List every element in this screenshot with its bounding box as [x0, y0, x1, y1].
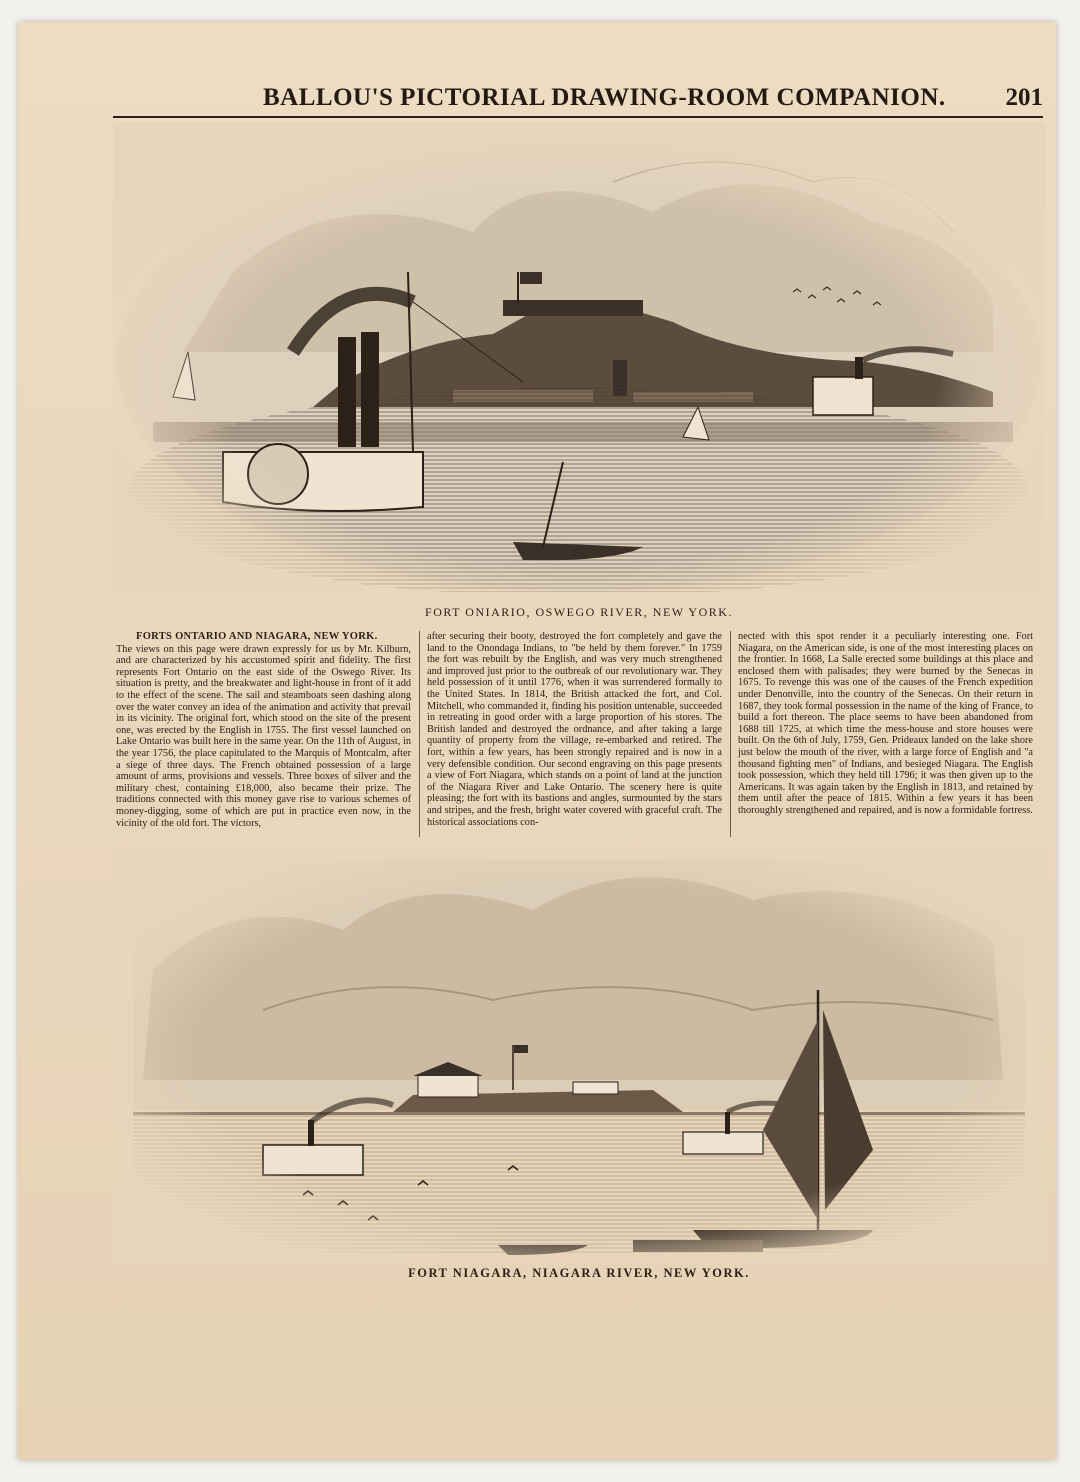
masthead: [113, 80, 1043, 118]
article-heading: FORTS ONTARIO AND NIAGARA, NEW YORK.: [136, 631, 378, 642]
publication-title: BALLOU'S PICTORIAL DRAWING-ROOM COMPANION.: [263, 84, 946, 111]
article-text-column-2: after securing their booty, destroyed the fort completely and gave the land to the Onondaga Indians, to "be held by them forever." In 1759 the fort was rebuilt by the English, and was very much strengthened and improved just prior to the outbreak of our revolutionary war. They held possession of it until 1776, when it was surrendered formally to the United States. In 1814, the British attacked the fort, and Col. Mitchell, who commanded it, finding his position untenable, succeeded in retreating in good order with a large proportion of his stores. The British landed and destroyed the ordnance, and after taking a large quantity of property from the village, re-embarked and retired. The fort, within a few years, has been strongly repaired and is now in a very defensible condition. Our second engraving on this page presents a view of Fort Niagara, which stands on a point of land at the junction of the Niagara River and Lake Ontario. The scenery here is quite pleasing; the fort with its bastions and angles, surmounted by the stars and stripes, and the fresh, bright water covered with graceful craft. The historical associations con-: [427, 631, 722, 828]
newspaper-page: [18, 22, 1056, 1460]
fort-niagara-caption: FORT NIAGARA, NIAGARA RIVER, NEW YORK.: [408, 1266, 750, 1280]
article-text-column-3: nected with this spot render it a peculiarly interesting one. Fort Niagara, on the American side, is one of the most interesting places on the frontier. In 1668, La Salle erected some buildings at this place and enclosed them with palisades; they were burned by the Senecas in 1675. To revenge this was one of the causes of the French expedition under Denonville, into the country of the Senecas. On their return in 1687, they took formal possession in the name of the king of France, to build a fort thereon. The place seems to have been abandoned from 1688 till 1725, at which time the mess-house and store houses were built. On the 6th of July, 1759, Gen. Prideaux landed on the lake shore just below the mouth of the river, with a large force of English and "a thousand fighting men" of Indians, and besieged Niagara. The English took possession, which they held till 1796; it was then given up to the Americans. It was again taken by the English in 1813, and retained by them until after the peace of 1815. Within a few years it has been thoroughly strengthened and repaired, and is now a formidable fortress.: [738, 631, 1033, 816]
article: [116, 631, 1044, 845]
fort-ontario-engraving: [113, 122, 1045, 592]
fort-niagara-engraving: [113, 850, 1045, 1260]
article-text-column-1: The views on this page were drawn expressly for us by Mr. Kilburn, and are characterized by his accustomed spirit and fidelity. The first represents Fort Ontario on the east side of the Oswego River. Its situation is pretty, and the breakwater and light-house in front of it add to the effect of the scene. The sail and steamboats seen dashing along over the water convey an idea of the animation and activity that prevail in its vicinity. The original fort, which stood on the site of the present one, was erected by the English in 1755. The first vessel launched on Lake Ontario was built here in the same year. On the 11th of August, in the year 1756, the place capitulated to the Marquis of Montcalm, after a siege of three days. The French obtained possession of a large amount of arms, provisions and vessels. Three boxes of silver and the military chest, containing £18,000, also became their prize. The traditions connected with this money gave rise to various schemes of money-digging, some of which are put in practice even now, in the vicinity of the old fort. The victors,: [116, 643, 411, 829]
column-divider: [419, 631, 420, 837]
page-number: 201: [1005, 84, 1043, 111]
column-divider: [730, 631, 731, 837]
article-column-2: [427, 631, 722, 828]
fort-ontario-caption: FORT ONIARIO, OSWEGO RIVER, NEW YORK.: [425, 605, 733, 619]
article-column-1: [116, 631, 411, 829]
article-column-3: [738, 631, 1033, 817]
